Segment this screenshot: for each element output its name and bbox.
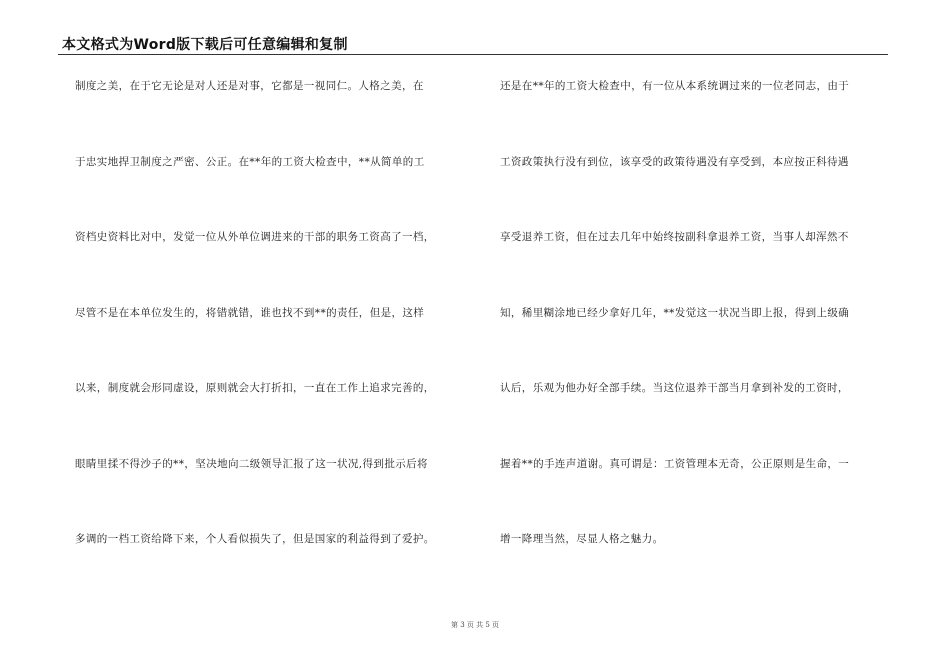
text-line: 制度之美，在于它无论是对人还是对事，它都是一视同仁。人格之美，在 <box>75 80 424 92</box>
header-divider <box>58 54 888 55</box>
right-text-column <box>500 62 888 591</box>
text-line: 知，稀里糊涂地已经少拿好几年，**发觉这一状况当即上报，得到上级确 <box>500 306 850 319</box>
text-line: 增一降理当然，尽显人格之魅力。 <box>500 533 664 545</box>
page-number: 第 3 页 共 5 页 <box>450 621 500 629</box>
left-text-column <box>75 62 470 591</box>
text-line: 于忠实地捍卫制度之严密、公正。在**年的工资大检查中，**从简单的工 <box>75 155 425 168</box>
text-line: 眼睛里揉不得沙子的**，坚决地向二级领导汇报了这一状况,得到批示后将 <box>75 457 428 470</box>
text-line: 以来，制度就会形同虚设，原则就会大打折扣，一直在工作上追求完善的， <box>75 382 435 394</box>
document-header-title: 本文格式为Word版下载后可任意编辑和复制 <box>62 37 348 53</box>
text-line: 还是在**年的工资大检查中，有一位从本系统调过来的一位老同志，由于 <box>500 80 850 92</box>
text-line: 多调的一档工资给降下来，个人看似损失了，但是国家的利益得到了爱护。 <box>75 533 435 545</box>
text-line: 工资政策执行没有到位，该享受的政策待遇没有享受到，本应按正科待遇 <box>500 155 849 168</box>
text-line: 资档史资料比对中，发觉一位从外单位调进来的干部的职务工资高了一档， <box>75 231 435 243</box>
text-line: 尽管不是在本单位发生的，将错就错，谁也找不到**的责任，但是，这样 <box>75 306 425 319</box>
text-line: 认后，乐观为他办好全部手续。当这位退养干部当月拿到补发的工资时， <box>500 382 849 394</box>
text-line: 享受退养工资，但在过去几年中始终按副科拿退养工资，当事人却浑然不 <box>500 231 849 243</box>
text-line: 握着**的手连声道谢。真可谓是：工资管理本无奇，公正原则是生命，一 <box>500 457 850 470</box>
